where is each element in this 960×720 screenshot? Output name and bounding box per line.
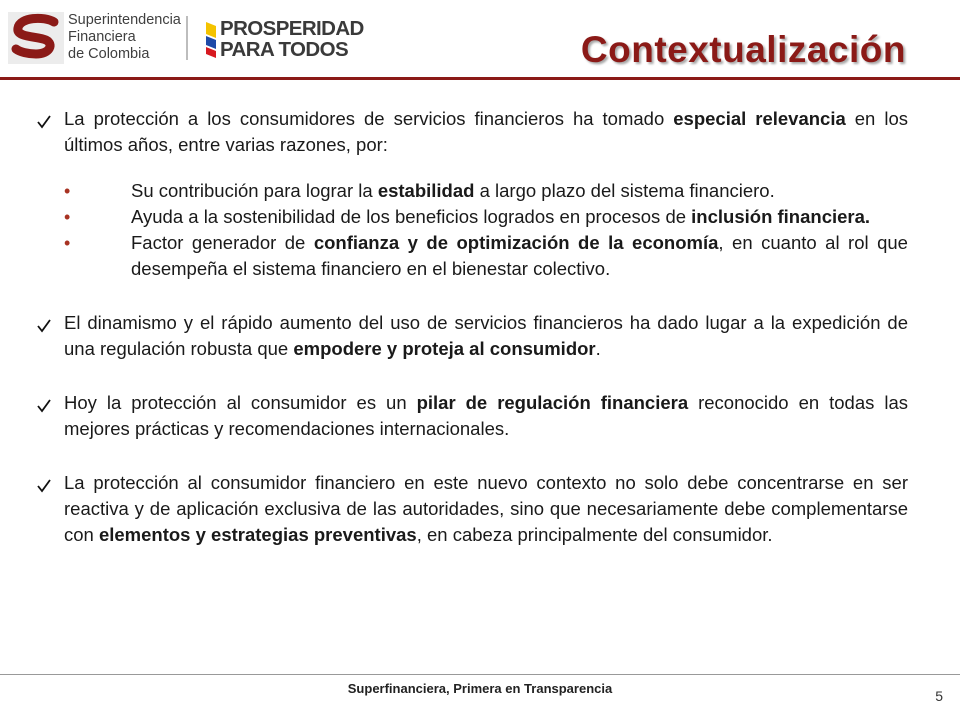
slide-content: [0, 106, 960, 548]
footer-tagline: Superfinanciera, Primera en Transparencia: [347, 681, 613, 696]
logo-line: Superintendencia: [68, 12, 181, 28]
text-segment: reconocido en todas las mejores prácticas y recomendaciones internacionales.: [64, 392, 908, 439]
footer-divider: [0, 674, 960, 675]
sub-bullet: [64, 204, 908, 230]
text-segment: Factor generador de: [131, 232, 314, 253]
check-item: [64, 390, 908, 442]
logo-line: Financiera: [68, 29, 136, 45]
bullet-dot-icon: •: [64, 181, 71, 201]
checkmark-icon: [36, 395, 52, 411]
page-number: 5: [935, 688, 943, 704]
bold-segment: inclusión financiera.: [691, 206, 871, 227]
logo-divider: [186, 16, 188, 60]
bold-segment: elementos y estrategias preventivas: [98, 524, 417, 545]
logo-line: de Colombia: [68, 46, 150, 62]
bold-segment: estabilidad: [377, 180, 475, 201]
logo-line: PARA TODOS: [220, 38, 349, 61]
superfinanciera-emblem-icon: [8, 12, 64, 64]
bullet-dot-icon: •: [64, 207, 71, 227]
bold-segment: pilar de regulación financiera: [416, 392, 689, 413]
text-segment: , en cuanto al rol que desempeña el sistema financiero en el bienestar colectivo.: [131, 232, 908, 279]
checkmark-icon: [36, 315, 52, 331]
check-item: [64, 310, 908, 362]
text-segment: La protección a los consumidores de servicios financieros ha tomado: [64, 108, 674, 129]
text-segment: La protección al consumidor financiero en este nuevo contexto no solo debe concentrarse en ser reactiva y de aplicación exclusiva de las autoridades, sino que necesariamente debe complementarse con: [64, 472, 908, 545]
text-segment: .: [595, 338, 601, 359]
bullet-dot-icon: •: [64, 233, 71, 253]
text-segment: Ayuda a la sostenibilidad de los beneficios logrados en procesos de: [131, 206, 692, 227]
slide-header: [0, 0, 960, 80]
text-segment: , en cabeza principalmente del consumidor.: [416, 524, 773, 545]
sub-bullet: [64, 178, 908, 204]
colombia-flag-icon: [204, 20, 220, 60]
text-segment: Su contribución para lograr la: [131, 180, 378, 201]
bold-segment: especial relevancia: [673, 108, 846, 129]
logo-line: PROSPERIDAD: [220, 17, 364, 40]
superfinanciera-logo: [8, 8, 181, 68]
title-underline: [0, 77, 960, 80]
prosperidad-logo: [204, 16, 364, 62]
text-segment: a largo plazo del sistema financiero.: [474, 180, 775, 201]
text-segment: El dinamismo y el rápido aumento del uso de servicios financieros ha dado lugar a la expedición de una regulación robusta que: [64, 312, 908, 359]
check-item: [64, 470, 908, 548]
bold-segment: empodere y proteja al consumidor: [293, 338, 596, 359]
text-segment: en los últimos años, entre varias razones, por:: [64, 108, 908, 155]
checkmark-icon: [36, 475, 52, 491]
prosperidad-wordmark: [220, 18, 364, 60]
slide-title: Contextualización: [580, 29, 906, 70]
superfinanciera-wordmark: [68, 12, 181, 63]
checkmark-icon: [36, 111, 52, 127]
bold-segment: confianza y de optimización de la economía: [313, 232, 719, 253]
sub-bullet: [64, 230, 908, 282]
text-segment: Hoy la protección al consumidor es un: [64, 392, 417, 413]
check-item: [64, 106, 908, 158]
